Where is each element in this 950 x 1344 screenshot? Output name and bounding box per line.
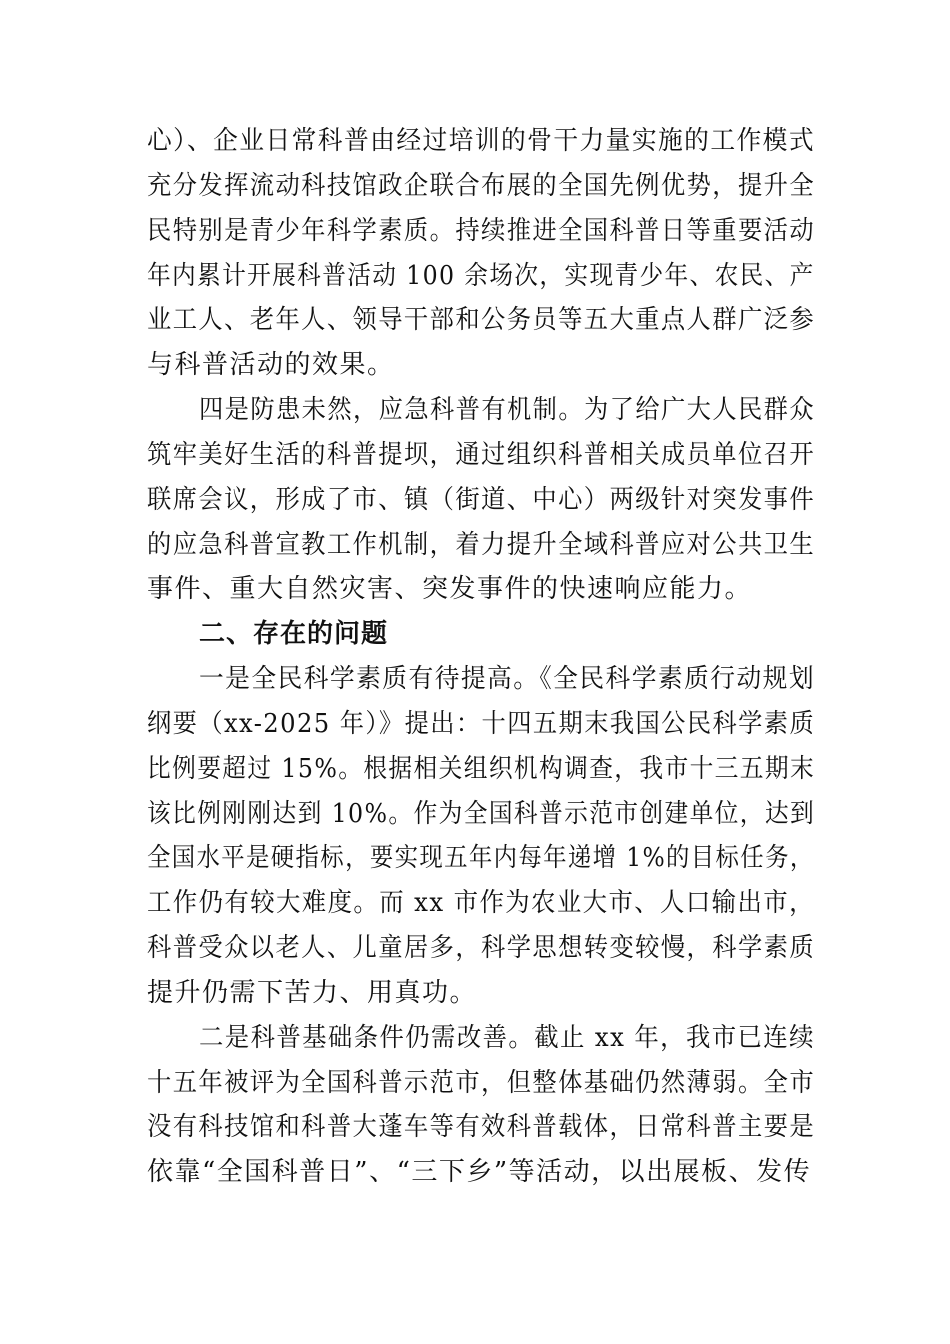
paragraph-first-line: 一是全民科学素质有待提高。《全民科学素质行动规划 [199, 664, 816, 694]
body-line: 该比例刚刚达到 10%。作为全国科普示范市创建单位，达到 [147, 799, 816, 829]
body-line: 十五年被评为全国科普示范市，但整体基础仍然薄弱。全市 [147, 1068, 816, 1098]
body-line: 民特别是青少年科学素质。持续推进全国科普日等重要活动 [147, 216, 816, 246]
body-line: 全国水平是硬指标，要实现五年内每年递增 1%的目标任务， [147, 843, 815, 873]
body-line: 业工人、老年人、领导干部和公务员等五大重点人群广泛参 [147, 305, 816, 335]
body-line: 事件、重大自然灾害、突发事件的快速响应能力。 [147, 574, 753, 604]
body-line: 的应急科普宣教工作机制，着力提升全域科普应对公共卫生 [147, 530, 816, 560]
body-line: 与科普活动的效果。 [147, 350, 395, 380]
body-line: 筑牢美好生活的科普提坝，通过组织科普相关成员单位召开 [147, 440, 816, 470]
body-line: 比例要超过 15%。根据相关组织机构调查，我市十三五期末 [147, 754, 816, 784]
section-heading: 二、存在的问题 [199, 619, 389, 649]
body-line: 提升仍需下苦力、用真功。 [147, 978, 478, 1008]
paragraph-first-line: 四是防患未然，应急科普有机制。为了给广大人民群众 [199, 395, 815, 425]
body-line: 充分发挥流动科技馆政企联合布展的全国先例优势，提升全 [147, 171, 816, 201]
paragraph-first-line: 二是科普基础条件仍需改善。截止 xx 年，我市已连续 [199, 1023, 815, 1053]
body-line: 依靠“全国科普日”、“三下乡”等活动，以出展板、发传 [147, 1157, 812, 1187]
body-line: 纲要（xx-2025 年）》提出：十四五期末我国公民科学素质 [147, 709, 816, 739]
body-line: 没有科技馆和科普大蓬车等有效科普载体，日常科普主要是 [147, 1112, 816, 1142]
body-line: 年内累计开展科普活动 100 余场次，实现青少年、农民、产 [147, 261, 815, 291]
body-line: 工作仍有较大难度。而 xx 市作为农业大市、人口输出市， [147, 888, 815, 918]
body-line: 心）、企业日常科普由经过培训的骨干力量实施的工作模式 [147, 126, 816, 156]
body-line: 联席会议，形成了市、镇（街道、中心）两级针对突发事件 [147, 485, 816, 515]
body-line: 科普受众以老人、儿童居多，科学思想转变较慢，科学素质 [147, 933, 816, 963]
